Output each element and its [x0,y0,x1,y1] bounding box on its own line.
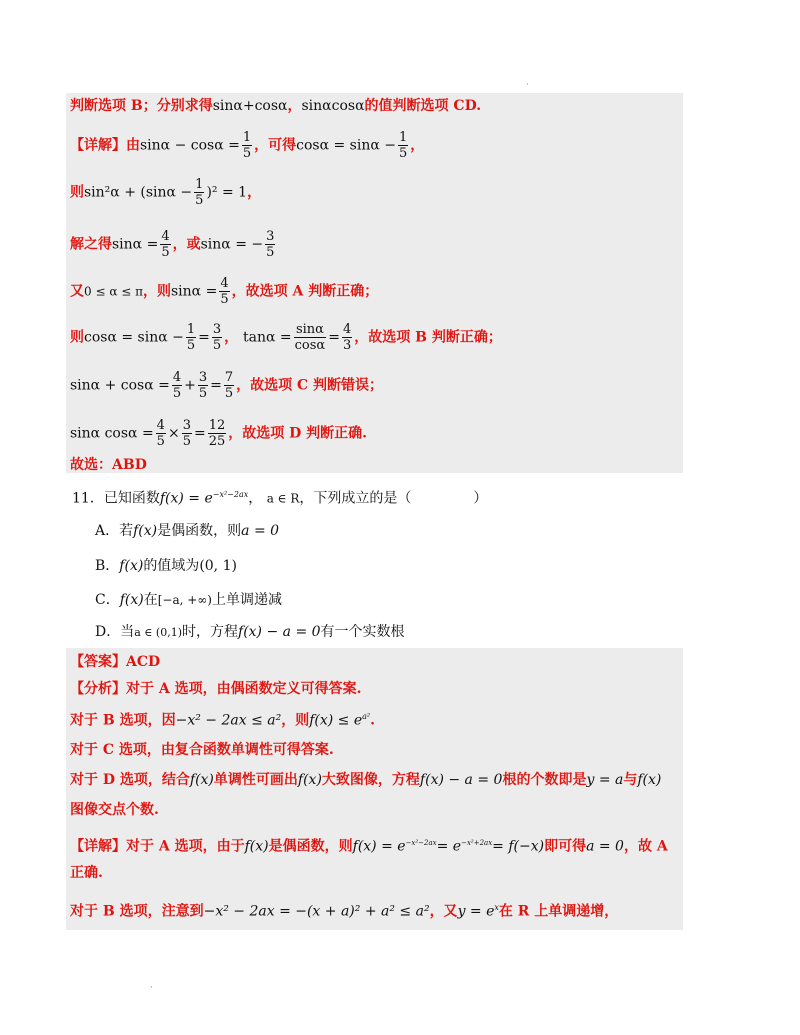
question-stem: 11．已知函数$f(x) = e^{-x^2-2ax}$， a ∈ R，下列成立的是（ ） [72,490,488,507]
speck: · [526,80,529,90]
fraction: $\frac{\sin\alpha}{\cos\alpha}$ [294,322,326,353]
analysis-line-1: 判断选项 B；分别求得sinα+cosα，sinαcosα的值判断选项 CD. [70,98,482,114]
speck: · [150,983,153,993]
detail-line-1: 【详解】由sinα − cosα = $\frac{1}{5}$ ，可得cosα = sinα − $\frac{1}{5}$ ， [70,130,425,161]
analysis-b: 对于 B 选项，因−x² − 2ax ≤ a²，则$f(x) \le e^{a^2}$. [70,712,375,729]
fraction: $\frac{4}{5}$ [220,276,229,307]
option-b[interactable]: B．f(x)的值域为(0, 1) [95,558,237,574]
detail-line-3: 解之得sinα = $\frac{4}{5}$ ，或sinα = − $\frac{3}{5}$ [70,229,275,260]
fraction: $\frac{4}{5}$ [172,370,182,401]
detail-line-6: sinα + cosα = $\frac{4}{5}$ + $\frac{3}{5}$ = $\frac{7}{5}$ ，故选项 C 判断错误； [70,370,384,401]
fraction: $\frac{3}{5}$ [198,370,208,401]
analysis-a: 【分析】对于 A 选项，由偶函数定义可得答案. [70,681,362,697]
fraction: $\frac{4}{5}$ [161,229,170,260]
detail-line-5: 则cosα = sinα − $\frac{1}{5}$ = $\frac{3}{5}$ ， tanα = $\frac{\sin\alpha}{\cos\alpha}$ = $\frac{4}{3}$ ，故选项 B 判断正确； [70,322,502,353]
final-answer-top: 故选：ABD [70,457,147,473]
analysis-c: 对于 C 选项，由复合函数单调性可得答案. [70,742,334,758]
analysis-d: 对于 D 选项，结合f(x)单调性可画出f(x)大致图像，方程f(x) − a = 0根的个数即是y = a与f(x) [70,772,662,788]
detail-b: 对于 B 选项，注意到−x² − 2ax = −(x + a)² + a² ≤ a²，又$y = e^x$在 R 上单调递增， [70,903,619,920]
answer-line: 【答案】ACD [70,654,161,670]
fraction: $\frac{3}{5}$ [182,418,191,449]
analysis-d-cont: 图像交点个数. [70,802,159,818]
fraction: $\frac{1}{5}$ [195,177,204,208]
option-d[interactable]: D．当a ∈ (0,1)时，方程f(x) − a = 0有一个实数根 [95,624,405,640]
option-a[interactable]: A．若f(x)是偶函数，则a = 0 [95,523,280,539]
detail-a: 【详解】对于 A 选项，由于f(x)是偶函数，则$f(x) = e^{-x^2-2ax}= e^{-x^2+2ax}= f(-x)$即可得a = 0，故 A [70,838,668,855]
fraction: $\frac{4}{3}$ [342,322,352,353]
option-c[interactable]: C．f(x)在[−a, +∞)上单调递减 [95,592,282,608]
detail-a-cont: 正确. [70,865,103,881]
detail-line-7: sinα cosα = $\frac{4}{5}$ × $\frac{3}{5}$ = $\frac{12}{25}$ ，故选项 D 判断正确. [70,418,368,449]
fraction: $\frac{1}{5}$ [399,130,408,161]
fraction: $\frac{3}{5}$ [266,229,275,260]
fraction: $\frac{12}{25}$ [208,418,226,449]
detail-line-2: 则sin²α + (sinα − $\frac{1}{5}$ )² = 1， [70,177,262,208]
fraction: $\frac{1}{5}$ [242,130,252,161]
fraction: $\frac{4}{5}$ [156,418,165,449]
fraction: $\frac{7}{5}$ [224,370,234,401]
fraction: $\frac{1}{5}$ [186,322,196,353]
detail-line-4: 又0 ≤ α ≤ π，则sinα = $\frac{4}{5}$ ，故选项 A 判断正确； [70,276,379,307]
fraction: $\frac{3}{5}$ [212,322,222,353]
